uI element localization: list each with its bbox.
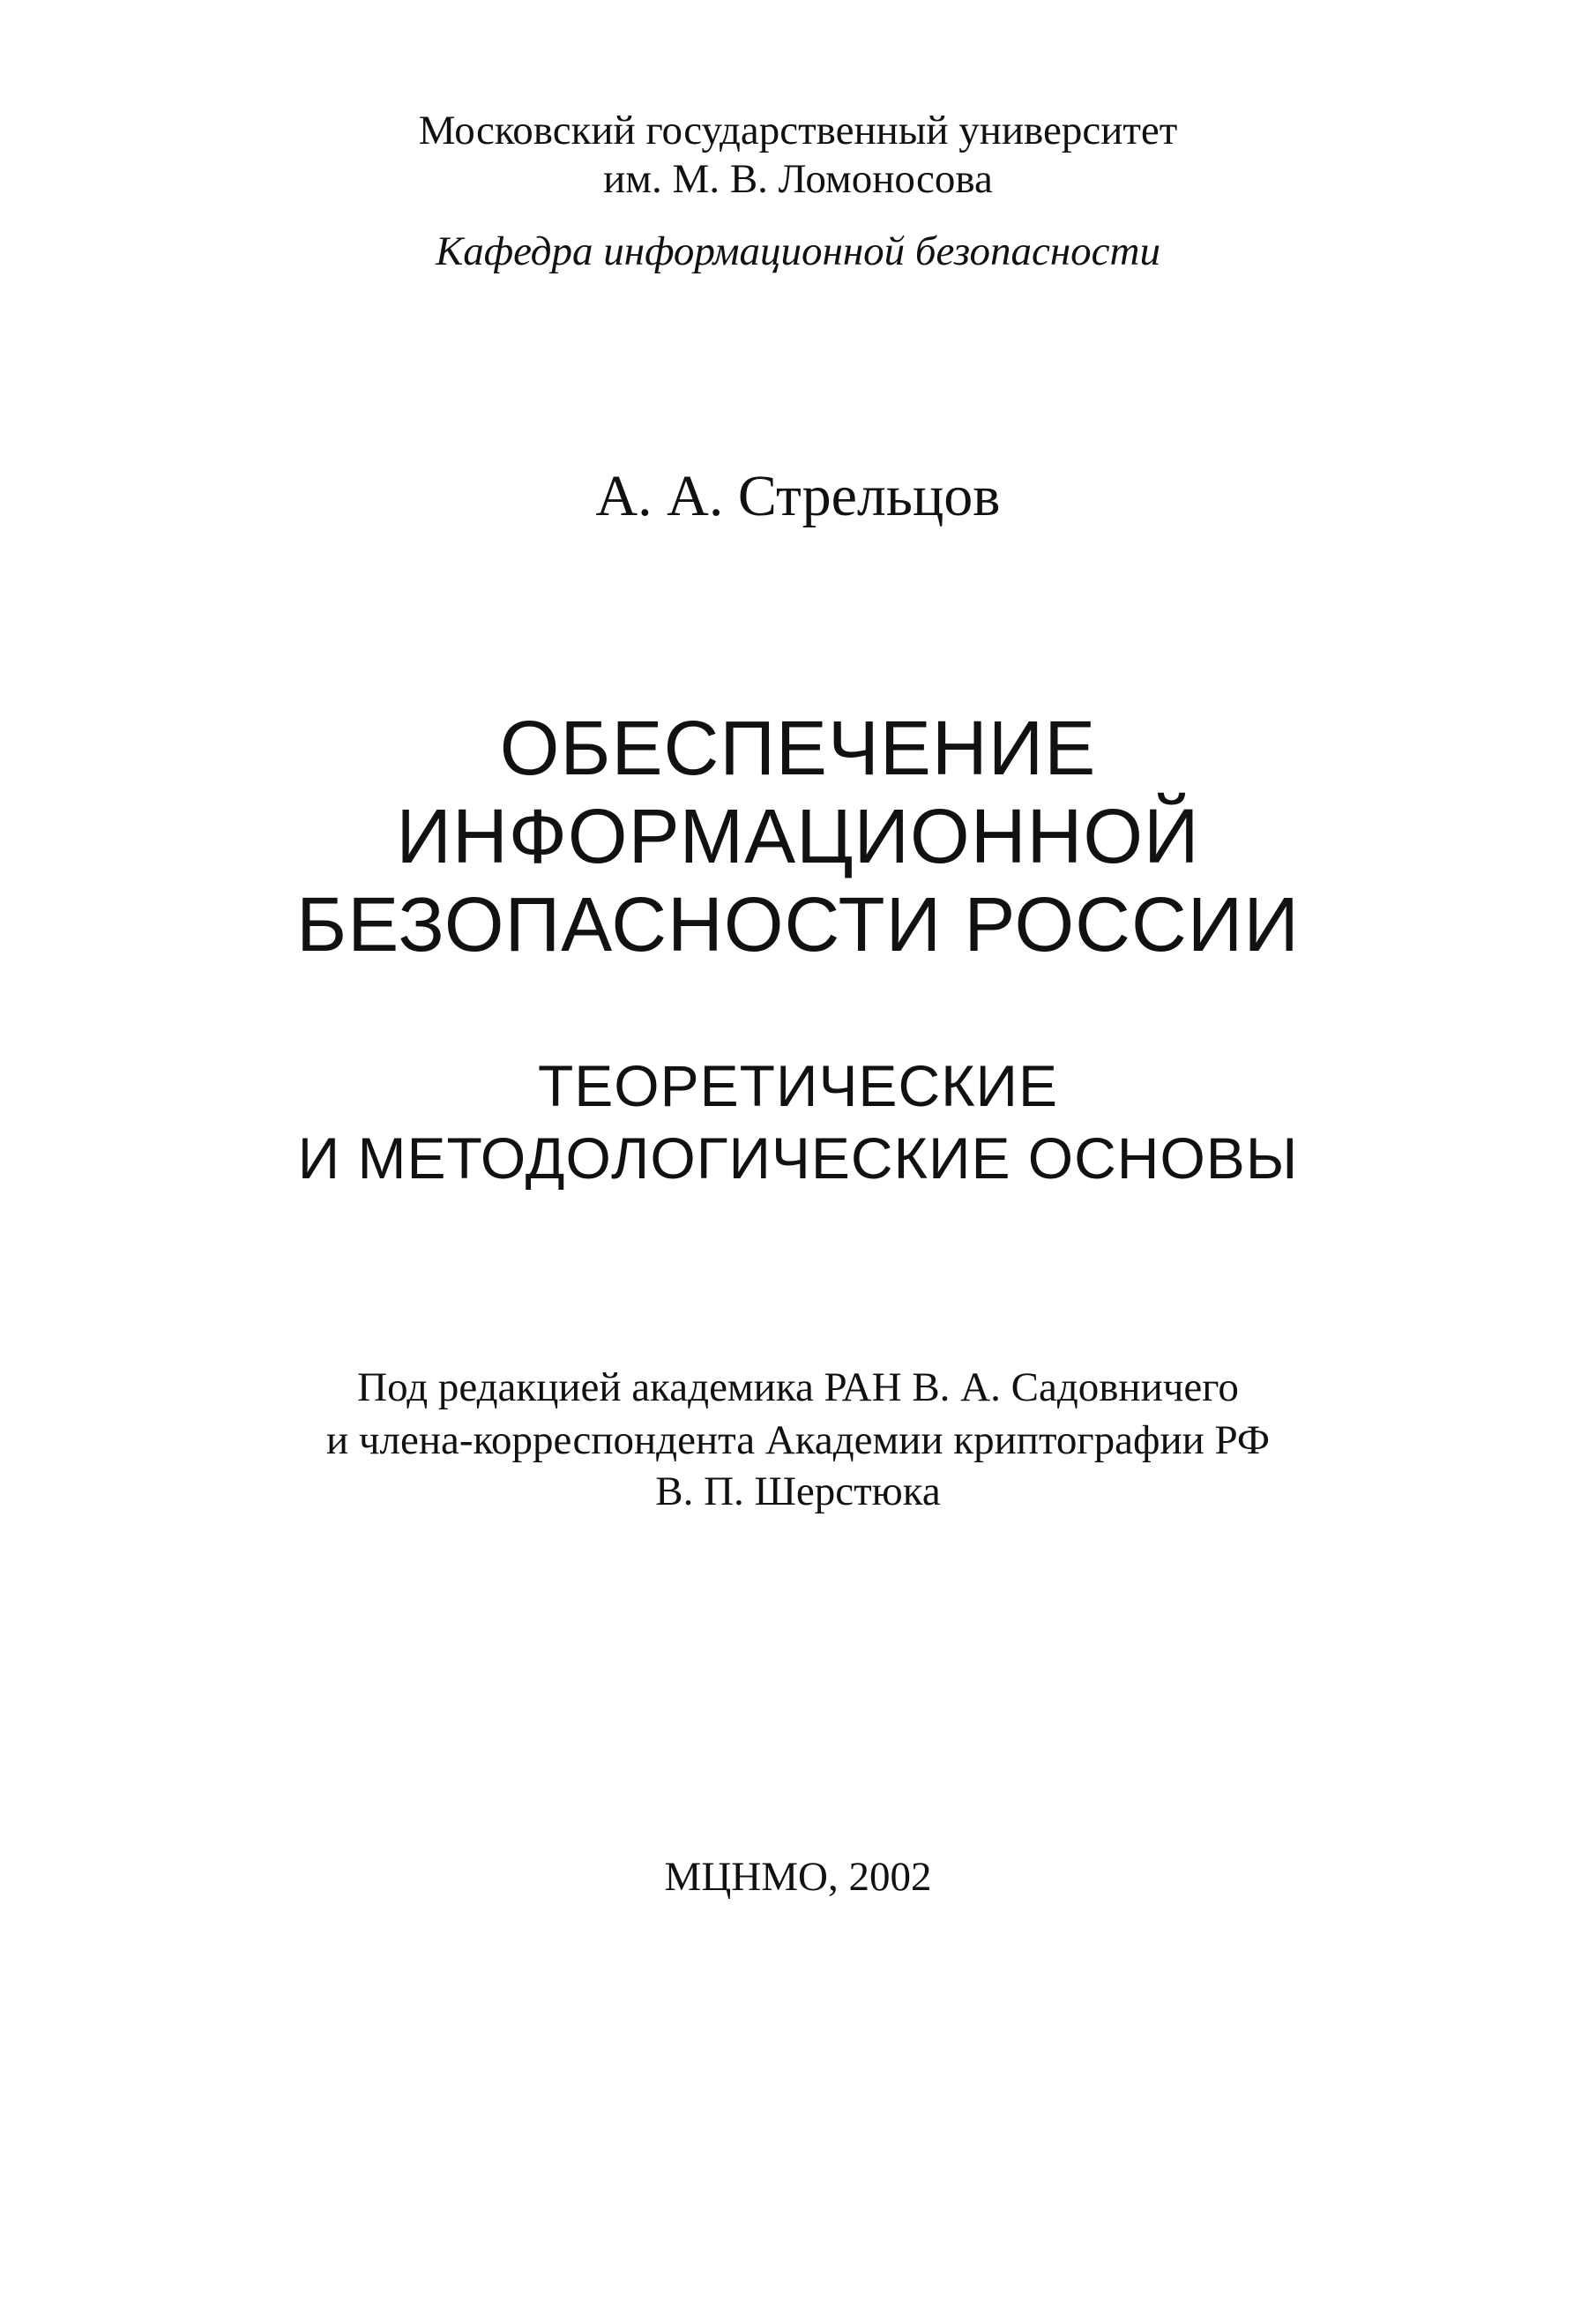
editors-line2: и члена-корреспондента Академии криптографии РФ [326,1417,1270,1463]
editors-line1: Под редакцией академика РАН В. А. Садовничего [357,1364,1239,1410]
book-subtitle-line2: И МЕТОДОЛОГИЧЕСКИЕ ОСНОВЫ [297,1125,1299,1191]
book-title-line1: ОБЕСПЕЧЕНИЕ [499,706,1097,791]
department-name: Кафедра информационной безопасности [436,228,1160,274]
book-title-line2: ИНФОРМАЦИОННОЙ [396,794,1200,879]
editors-line3: В. П. Шерстюка [655,1468,941,1514]
author-name: А. А. Стрельцов [595,464,1001,528]
publisher-imprint: МЦНМО, 2002 [664,1854,932,1900]
university-name-line1: Московский государственный университет [418,108,1178,153]
university-name-line2: им. М. В. Ломоносова [603,156,993,202]
book-subtitle-line1: ТЕОРЕТИЧЕСКИЕ [537,1053,1059,1118]
book-title-line3: БЕЗОПАСНОСТИ РОССИИ [296,882,1300,968]
